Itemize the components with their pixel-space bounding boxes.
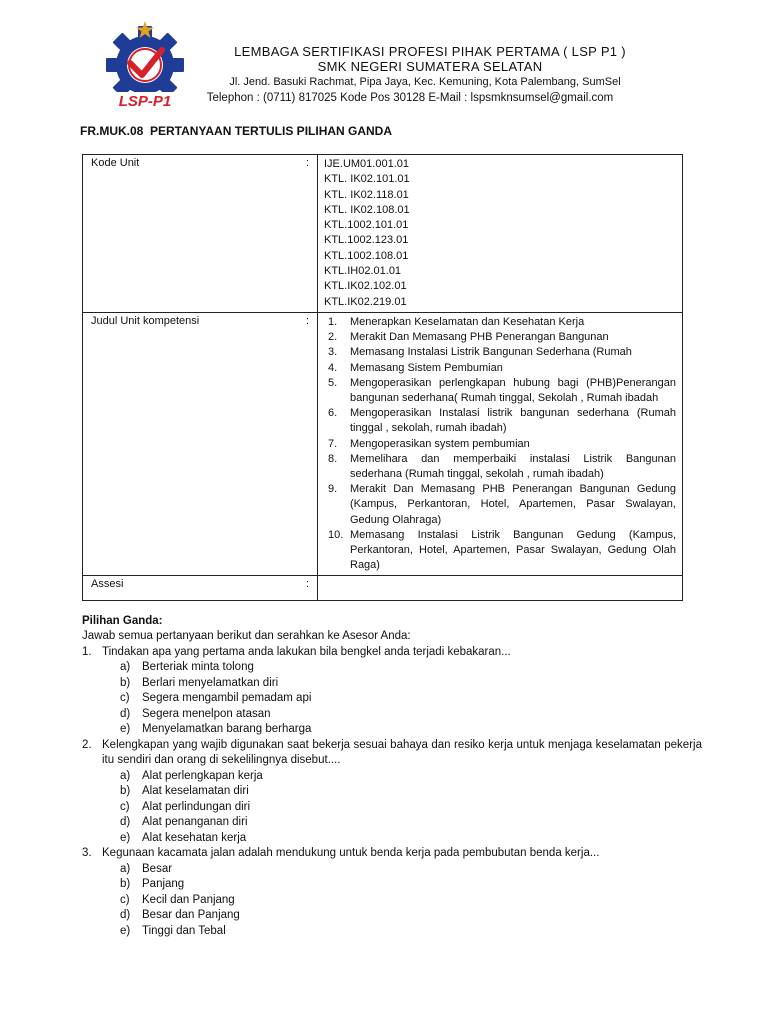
answer-option[interactable] [82,908,702,924]
answer-option[interactable] [82,877,702,893]
option-text: Alat kesehatan kerja [142,831,247,844]
instruction-text: Jawab semua pertanyaan berikut dan serahkan ke Asesor Anda: [82,630,411,642]
answer-option[interactable] [82,707,702,723]
option-text: Alat perlengkapan kerja [142,769,263,782]
option-text: Berteriak minta tolong [142,661,254,673]
answer-option[interactable] [82,784,702,800]
unit-code: IJE.UM01.001.01 [324,158,409,170]
section-title: Pilihan Ganda: [82,615,163,627]
unit-code: KTL.IK02.219.01 [324,295,407,308]
answer-option[interactable] [82,800,702,816]
option-text: Berlari menyelamatkan diri [142,676,279,689]
unit-title-item: 9. Merakit Dan Memasang PHB Penerangan Bangunan Gedung (Kampus, Perkantoran, Hotel, Apartemen, Pasar Swalayan, Gedung Olahraga) [328,483,676,526]
unit-title-text: Mengoperasikan perlengkapan hubung bagi (PHB)Penerangan bangunan sederhana( Rumah tinggal, Sekolah , Rumah ibadah [350,376,676,404]
option-letter: c) [120,800,130,813]
option-text: Alat perlindungan diri [142,800,251,813]
unit-title-item: 2. Merakit Dan Memasang PHB Penerangan Bangunan [328,331,609,344]
unit-code: KTL.1002.108.01 [324,249,409,262]
unit-title-item: 8. Memelihara dan memperbaiki instalasi Listrik Bangunan sederhana (Rumah tinggal, sekolah , rumah ibadah) [328,452,676,480]
question-number: 2. [82,738,92,751]
question-number: 3. [82,847,92,859]
unit-title-text: Merakit Dan Memasang PHB Penerangan Bangunan Gedung (Kampus, Perkantoran, Hotel, Apartemen, Pasar Swalayan, Gedung Olahraga) [350,483,676,526]
form-title: FR.MUK.08 PERTANYAAN TERTULIS PILIHAN GANDA [80,124,393,138]
answer-option[interactable] [82,893,702,909]
kode-unit-label-cell [83,155,318,313]
unit-title-item: 5. Mengoperasikan perlengkapan hubung bagi (PHB)Penerangan bangunan sederhana( Rumah tinggal, Sekolah , Rumah ibadah [328,376,676,404]
colon: : [305,157,309,169]
option-letter: e) [120,831,131,844]
option-text: Panjang [142,878,185,890]
option-text: Menyelamatkan barang berharga [142,723,312,735]
answer-option[interactable] [82,831,702,847]
unit-title-item: 7. Mengoperasikan system pembumian [328,437,530,450]
lsp-p1-logo [100,20,190,110]
institution-name: LEMBAGA SERTIFIKASI PROFESI PIHAK PERTAMA ( LSP P1 ) [234,44,626,59]
option-text: Tinggi dan Tebal [142,924,226,937]
question-text: Tindakan apa yang pertama anda lakukan bila bengkel anda terjadi kebakaran... [102,645,511,658]
unit-title-text: Memasang Instalasi Listrik Bangunan Gedung (Kampus, Perkantoran, Hotel, Apartemen, Pasar Swalayan, Gedung Olah Raga) [350,528,676,572]
kode-unit-label: Kode Unit [91,157,140,169]
unit-title-item: 1. Menerapkan Keselamatan dan Kesehatan Kerja [328,315,585,328]
option-text: Alat keselamatan diri [142,785,249,797]
judul-unit-values [318,312,683,575]
answer-option[interactable] [82,924,702,940]
unit-code: KTL. IK02.118.01 [324,188,409,201]
question-text-row [82,846,702,862]
logo-text: LSP-P1 [118,93,172,110]
option-letter: b) [120,676,131,689]
question-text-row [82,738,702,769]
unit-title-item: 10. Memasang Instalasi Listrik Bangunan Gedung (Kampus, Perkantoran, Hotel, Apartemen, Pasar Swalayan, Gedung Olah Raga) [328,528,676,572]
question [82,645,702,738]
unit-info-table [82,154,683,601]
answer-option[interactable] [82,769,702,785]
colon: : [305,314,309,327]
kode-unit-values [318,155,683,313]
option-letter: c) [120,692,130,704]
question-text: Kegunaan kacamata jalan adalah mendukung untuk benda kerja pada pembubutan benda kerja... [102,847,600,859]
question [82,738,702,847]
unit-code: KTL. IK02.108.01 [324,203,410,216]
assesi-label: Assesi [91,578,124,591]
unit-code: KTL.IH02.01.01 [324,265,402,278]
multiple-choice-section [82,614,702,939]
judul-unit-label: Judul Unit kompetensi [91,314,200,327]
option-text: Segera mengambil pemadam api [142,692,312,704]
option-letter: d) [120,707,131,720]
answer-option[interactable] [82,815,702,831]
unit-title-text: Memelihara dan memperbaiki instalasi Listrik Bangunan sederhana (Rumah tinggal, sekolah , rumah ibadah) [350,452,676,480]
answer-option[interactable] [82,676,702,692]
option-letter: b) [120,785,131,797]
option-text: Segera menelpon atasan [142,707,271,720]
unit-code: KTL.1002.123.01 [324,234,409,247]
unit-title-item: 3. Memasang Instalasi Listrik Bangunan Sederhana (Rumah [328,346,632,359]
answer-option[interactable] [82,862,702,878]
unit-title-text: Memasang Instalasi Listrik Bangunan Sederhana (Rumah [350,346,632,359]
assesi-row [83,576,683,601]
option-letter: d) [120,909,131,921]
address: Jl. Jend. Basuki Rachmat, Pipa Jaya, Kec. Kemuning, Kota Palembang, SumSel [229,76,621,88]
answer-options [82,660,702,738]
school-name: SMK NEGERI SUMATERA SELATAN [317,59,543,74]
option-letter: a) [120,661,131,673]
judul-unit-row [83,312,683,575]
option-text: Kecil dan Panjang [142,893,235,906]
assesi-value-field[interactable] [318,576,683,601]
option-letter: b) [120,878,131,890]
unit-title-text: Mengoperasikan system pembumian [350,437,530,450]
unit-title-text: Mengoperasikan Instalasi listrik bangunan sederhana (Rumah tinggal , sekolah, rumah ibadah) [350,407,676,435]
option-letter: c) [120,893,130,906]
unit-code: KTL.1002.101.01 [324,219,409,232]
option-letter: a) [120,862,131,875]
answer-option[interactable] [82,660,702,676]
unit-title-text: Menerapkan Keselamatan dan Kesehatan Kerja [350,315,585,328]
option-letter: d) [120,816,131,828]
unit-code: KTL.IK02.102.01 [324,280,407,293]
question [82,846,702,939]
question-text-row [82,645,702,661]
answer-options [82,862,702,940]
option-text: Besar dan Panjang [142,909,240,921]
answer-option[interactable] [82,722,702,738]
option-text: Besar [142,862,173,875]
option-letter: e) [120,924,131,937]
answer-options [82,769,702,847]
option-letter: a) [120,769,131,782]
colon: : [305,578,309,591]
assesi-label-cell [83,576,318,601]
unit-title-item: 6. Mengoperasikan Instalasi listrik bangunan sederhana (Rumah tinggal , sekolah, rumah ibadah) [328,407,676,435]
option-letter: e) [120,723,131,735]
answer-option[interactable] [82,691,702,707]
question-text: Kelengkapan yang wajib digunakan saat bekerja sesuai bahaya dan resiko kerja untuk menjaga keselamatan pekerja itu sendiri dan orang di sekelilingnya disebut.... [102,738,702,766]
judul-unit-label-cell [83,312,318,575]
unit-title-text: Merakit Dan Memasang PHB Penerangan Bangunan [350,331,609,344]
unit-title-item: 4. Memasang Sistem Pembumian [328,361,503,374]
contact-info: Telephon : (0711) 817025 Kode Pos 30128 E-Mail : lspsmknsumsel@gmail.com [206,92,614,104]
unit-title-text: Memasang Sistem Pembumian [350,361,503,374]
kode-unit-row [83,155,683,313]
unit-code: KTL. IK02.101.01 [324,173,410,186]
question-number: 1. [82,645,92,658]
option-text: Alat penanganan diri [142,816,248,828]
